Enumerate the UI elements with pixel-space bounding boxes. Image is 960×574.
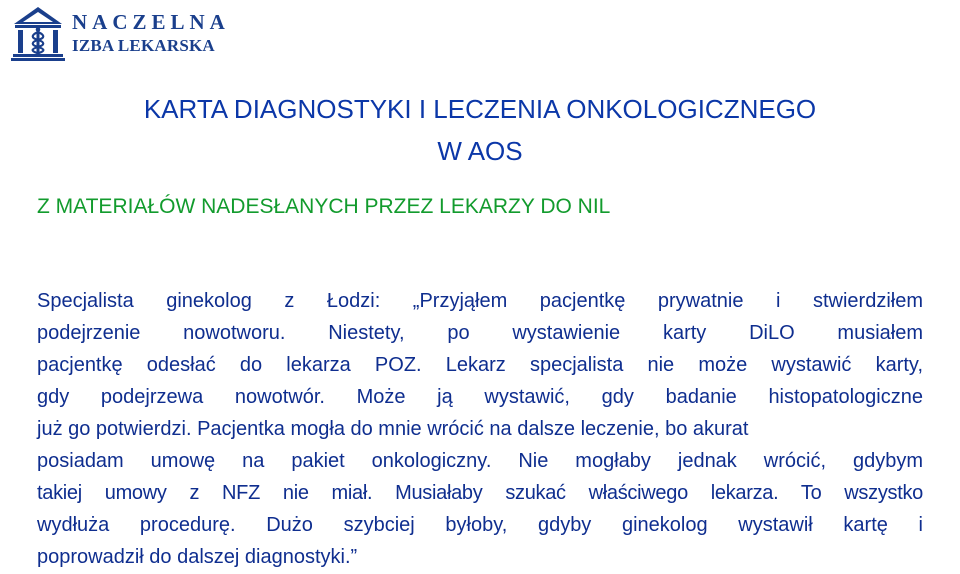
quote-line-1: Specjalista ginekolog z Łodzi: „Przyjąłem pacjentkę prywatnie i stwierdziłem: [37, 290, 923, 312]
quote-line-6: posiadam umowę na pakiet onkologiczny. Nie mogłaby jednak wrócić, gdybym: [37, 450, 923, 472]
quote-line-9: poprowadził do dalszej diagnostyki.”: [37, 546, 358, 568]
doctor-quote: [37, 285, 923, 573]
quote-line-7: takiej umowy z NFZ nie miał. Musiałaby szukać właściwego lekarza. To wszystko: [37, 482, 923, 504]
quote-line-8: wydłuża procedurę. Dużo szybciej byłoby, gdyby ginekolog wystawił kartę i: [37, 514, 923, 536]
logo-line-1: NACZELNA: [72, 10, 230, 34]
section-subtitle: Z MATERIAŁÓW NADESŁANYCH PRZEZ LEKARZY DO NIL: [37, 195, 611, 218]
title-line-1: KARTA DIAGNOSTYKI I LECZENIA ONKOLOGICZNEGO: [143, 94, 817, 124]
nil-logo: [10, 4, 230, 62]
quote-line-4: gdy podejrzewa nowotwór. Może ją wystawić, gdy badanie histopatologiczne: [37, 386, 923, 408]
logo-line-2: IZBA LEKARSKA: [72, 36, 215, 55]
quote-line-5: już go potwierdzi. Pacjentka mogła do mnie wrócić na dalsze leczenie, bo akurat: [37, 418, 749, 440]
logo-text: [72, 12, 230, 54]
title-line-2: W AOS: [437, 136, 523, 166]
page-title: [0, 88, 960, 172]
quote-line-2: podejrzenie nowotworu. Niestety, po wystawienie karty DiLO musiałem: [37, 322, 923, 344]
quote-line-3: pacjentkę odesłać do lekarza POZ. Lekarz specjalista nie może wystawić karty,: [37, 354, 923, 376]
building-caduceus-icon: [10, 4, 66, 62]
